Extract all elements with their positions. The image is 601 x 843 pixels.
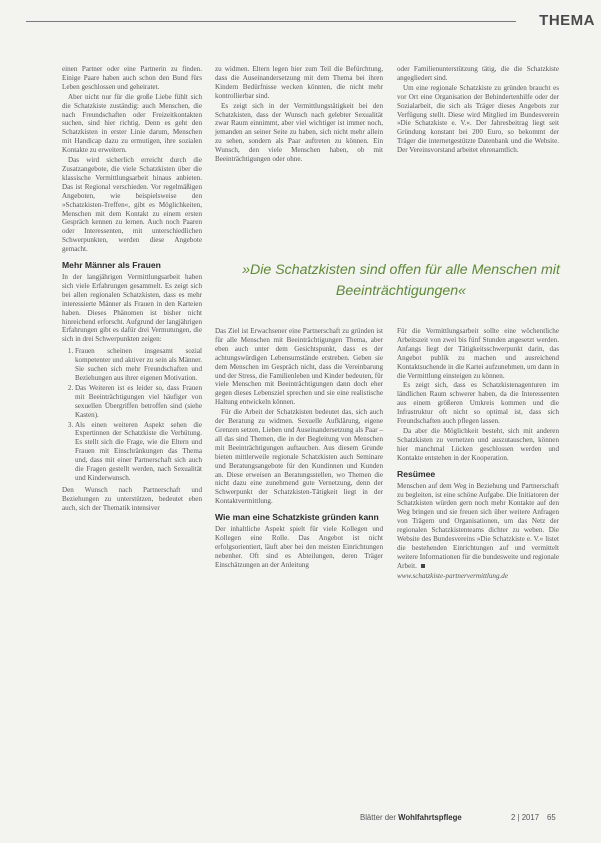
paragraph	[397, 482, 559, 571]
numbered-list	[62, 347, 202, 483]
page-number: 65	[547, 813, 556, 822]
journal-name-prefix: Blätter der	[360, 813, 399, 822]
paragraph: Das Ziel ist Erwachsener eine Partnerschaft zu gründen ist für alle Menschen mit Beeinträchtigungen Thema, aber eben auch unter dem Gesichtspunkt, dass es der achtungswürdigen Lebensumstände erstreben. Geben sie dem Menschen im Gespräch nicht, dass die Vereinbarung und der Stress, die Familienleben und Kinder bedeuten, für viele Menschen mit Beeinträchtigungen dann doch eher gegen dieses Lebensziel sprechen und sie eine realistische Haltung entwickeln können.	[215, 327, 383, 407]
website-link[interactable]: www.schatzkiste-partnervermittlung.de	[397, 571, 508, 580]
subheading-men-women: Mehr Männer als Frauen	[62, 260, 161, 271]
column-2-bottom	[215, 327, 383, 571]
paragraph: Für die Arbeit der Schatzkisten bedeutet das, sich auch der Beratung zu widmen. Sexuelle Aufklärung, eigene Grenzen setzen, Lieben und Auseinandersetzung als Paar – all das sind Themen, die in der Begleitung von Menschen mit Beeinträchtigungen auftauchen. Aus diesem Grunde bieten mittlerweile regionale Schatzkisten auch Seminare und Beratungsangebote für den Kundinnen und Kunden an. Diese erweisen an Beratungsstellen, wo Themen die nicht dazu eine zunehmend gute Vernetzung, denn der Schwerpunkt der Schatzkisten-Tätigkeit liegt in der Kontaktvermittlung.	[215, 408, 383, 506]
journal-name-bold: Wohlfahrtspflege	[398, 813, 462, 822]
paragraph: Den Wunsch nach Partnerschaft und Beziehungen zu unterstützen, bedeutet eben auch, sich der Thematik intensiver	[62, 485, 202, 512]
issue-number: 2 | 2017	[511, 813, 540, 822]
journal-name	[360, 813, 462, 822]
subheading-summary: Resümee	[397, 468, 436, 479]
section-label: THEMA	[539, 12, 595, 29]
summary-text: Menschen auf dem Weg in Beziehung und Partnerschaft zu begleiten, ist eine schöne Aufgabe. Die Initiatoren der Schatzkisten würden gern noch mehr Kontakte auf den Weg bringen und sie freuen sich über weitere Anfragen von Trägern und Organisationen, um das Netz der regionalen Schatzkistenteams dichter zu weben. Die Website des Bundesvereins »Die Schatzkiste e. V.« listet die bestehenden Einrichtungen auf und vermittelt weitere Informationen für die bundesweite und regionale Arbeit.	[397, 481, 559, 570]
paragraph: Aber nicht nur für die große Liebe fühlt sich die Schatzkiste zuständig: auch Menschen, die nach Freundschaften oder Freizeitkontakten suchen, sind hier richtig. Denn es geht den Schatzkisten in erster Linie darum, Menschen mit Handicap dazu zu ermutigen, ihre sozialen Kontakte zu erweitern.	[62, 92, 202, 155]
paragraph: einen Partner oder eine Partnerin zu finden. Einige Paare haben auch schon den Bund fürs Leben geschlossen und geheiratet.	[62, 65, 202, 91]
end-mark-icon	[421, 564, 425, 568]
column-2-top	[215, 65, 383, 165]
column-3-top	[397, 65, 559, 156]
paragraph: Da aber die Möglichkeit besteht, sich mit anderen Schatzkisten zu vernetzen und auszutauschen, können hier manchmal Lücken geschlossen werden und Kontakte entstehen in der Kooperation.	[397, 426, 559, 462]
paragraph: Es zeigt sich in der Vermittlungstätigkeit bei den Schatzkisten, dass der Wunsch nach gelebter Sexualität zwar Raum einnimmt, aber viel wichtiger ist immer noch, jemanden an seiner Seite zu haben, sich nicht mehr allein zu sehen, sondern als Paar auftreten zu können. Ein Wunsch, den viele Menschen haben, ob mit Beeinträchtigungen oder ohne.	[215, 101, 383, 164]
column-3-bottom	[397, 327, 559, 582]
paragraph: In der langjährigen Vermittlungsarbeit haben sich viele Erfahrungen gesammelt. Es zeigt sich bei allen regionalen Schatzkisten, dass es mehr interessierte Männer als Frauen in den Karteien haben. Dieses Phänomen ist bisher nicht hinreichend erforscht. Aufgrund der langjährigen Erfahrungen gibt es dafür drei Vermutungen, die sich in drei Schwerpunkten zeigen:	[62, 273, 202, 344]
paragraph: oder Familienunterstützung tätig, die die Schatzkiste angegliedert sind.	[397, 65, 559, 82]
paragraph: Der inhaltliche Aspekt spielt für viele Kollegen und Kollegen eine Rolle. Das Angebot ist nicht erfolgsorientiert, läuft aber bei den meisten Einrichtungen nebenher. Oft sind es Abteilungen, deren Träger Einschätzungen an der Anleitung	[215, 525, 383, 569]
paragraph: zu widmen. Eltern legen hier zum Teil die Befürchtung, dass die Auseinandersetzung mit dem Thema bei ihren Kindern Bedürfnisse wecken könnten, die nicht mehr kontrollierbar sind.	[215, 65, 383, 100]
column-1	[62, 65, 202, 514]
list-item: 2. Das Weiteren ist es leider so, dass Frauen mit Beeinträchtigungen viel häufiger von sexuellen Übergriffen betroffen sind (siehe Kasten).	[75, 384, 202, 420]
list-item: 3. Als einen weiteren Aspekt sehen die Expertinnen der Schatzkiste die Verhütung. Es stellt sich die Frage, wie die Eltern und Frauen mit Einschränkungen das Thema und, dass mit einer Partnerschaft sich auch die Fragen gestellt werden, nach Sexualität und Kinderwunsch.	[75, 421, 202, 483]
paragraph: Das wird sicherlich erreicht durch die Zusatzangebote, die viele Schatzkisten über die klassische Vermittlungsarbeit hinaus anbieten. Das ist Regional verschieden. Vor regelmäßigen Angeboten, wie beispielsweise den »Schatzkisten-Treffen«, gibt es Möglichkeiten, Menschen mit dem Kontakt zu einem ersten Gespräch kennen zu lernen. Auch noch Paaren oder Interessenten, mit unterschiedlichen Schwerpunkten, werden diese Angebote gemacht.	[62, 156, 202, 254]
pull-quote: »Die Schatzkisten sind offen für alle Menschen mit Beeinträchtigungen«	[242, 262, 560, 299]
list-item: 1. Frauen scheinen insgesamt sozial kompetenter und aktiver zu sein als Männer. Sie suchen sich mehr Freundschaften und Beziehungen aus ihrer eigenen Motivation.	[75, 347, 202, 383]
paragraph: Um eine regionale Schatzkiste zu gründen braucht es vor Ort eine Organisation der Behindertenhilfe oder der Sozialarbeit, die sich als Träger dieses Angebots zur Verfügung stellt. Diese wird Mitglied im Bundesverein »Die Schatzkiste e. V.«. Der Jahresbeitrag liegt seit Gründung konstant bei 200 Euro, so bekommt der Träger die internetgestützte Datenbank und die Website. Der Vereinsvorstand arbeitet ehrenamtlich.	[397, 83, 559, 155]
paragraph: Für die Vermittlungsarbeit sollte eine wöchentliche Arbeitszeit von zwei bis fünf Stunden angesetzt werden. Anfangs liegt der Tätigkeitsschwerpunkt darin, das Angebot publik zu machen und ausreichend Kontaktsuchende in die Kartei aufzunehmen, um dann in die Vermittlung einsteigen zu können.	[397, 327, 559, 380]
header-rule	[26, 21, 516, 22]
paragraph: Es zeigt sich, dass es Schatzkistenagenturen im ländlichen Raum schwerer haben, da die Interessenten aus einem größeren Umkreis kommen und die Infrastruktur oft nicht so optimal ist, dass sich Freundschaften auch pflegen lassen.	[397, 381, 559, 426]
subheading-founding: Wie man eine Schatzkiste gründen kann	[215, 512, 379, 523]
